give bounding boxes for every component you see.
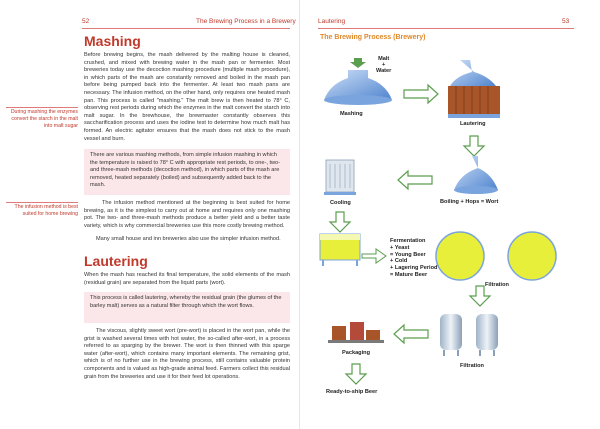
arrow-down-icon	[330, 212, 350, 232]
right-page	[300, 0, 600, 429]
margin-note-rule-1	[6, 107, 78, 108]
mashing-paragraph-3: Many small house and inn breweries also use the simpler infusion method.	[96, 236, 281, 242]
arrow-right-icon	[404, 85, 438, 103]
label-cooling: Cooling	[330, 200, 351, 206]
label-ready-to-ship: Ready-to-ship Beer	[326, 389, 378, 395]
lagering-tank-1	[436, 232, 484, 280]
mashing-text-3	[84, 236, 290, 244]
arrow-down-icon	[464, 136, 484, 156]
lautering-vessel	[448, 60, 500, 118]
mashing-paragraph: Before brewing begins, the mash delivered by the malting house is cleaned, crushed, and mixed with brewing water in the mash pan or fermenter. Most breweries today use the decoction mashing procedure (multiple mash procedure), in which parts of the mash are constantly removed and boiled in the mash pan before being pumped back into the fermenter. At least two mash pans are necessary. The infusion method, on the other hand, only requires one heated mash pan. This process is called "mashing." The malt brew is then heated to 78° C, observing rest periods during which the enzymes in the malt convert the starch into malt sugar. In the brewhouse, the brewmaster constantly observes this saccharification process and uses the iodine test to determine how much malt has formed. An electric agitator ensures that the mash does not stick to the mash vessel and burn.	[84, 52, 290, 142]
lautering-text-2	[84, 328, 290, 381]
margin-note-enzymes: During mashing the enzymes convert the starch in the malt into malt sugar	[10, 109, 78, 129]
label-lautering: Lautering	[460, 121, 486, 127]
lautering-text	[84, 272, 290, 287]
arrow-down-icon	[470, 286, 490, 306]
arrow-right-icon	[362, 249, 386, 263]
packaging-unit	[328, 322, 384, 343]
label-boiling: Boiling + Hops = Wort	[440, 199, 499, 205]
lautering-heading: Lautering	[84, 253, 148, 269]
label-malt-water: Malt + Water	[376, 56, 392, 75]
diagram-title: The Brewing Process (Brewery)	[320, 34, 426, 41]
page-number-right: 53	[562, 18, 570, 25]
label-mashing: Mashing	[340, 111, 363, 117]
lautering-paragraph-2: The viscous, slightly sweet wort (pre-wort) is placed in the wort pan, while the grist is washed several times with hot water, the so-called after-wort, in a process referred to as sparging by the brewer. The wort is then thinned with this sparge water (after-wort), which contains many important elements. The remaining grist, which is of no further use in the brewing process, still contains valuable protein components and is valued as high-grade animal feed. Farmers collect this residual grain from the breweries and use it for their feed lot operations.	[84, 328, 290, 380]
arrow-left-icon	[394, 325, 428, 343]
filtration-tank-1	[440, 314, 462, 356]
arrow-down-icon	[350, 58, 366, 68]
mashing-text-2	[84, 200, 290, 230]
margin-note-rule-2	[6, 202, 78, 203]
label-filtration-1: Filtration	[485, 282, 509, 288]
boiling-vessel	[454, 156, 498, 194]
running-head-right: Lautering	[318, 18, 346, 25]
mashing-vessel	[324, 70, 392, 105]
label-filtration-2: Filtration	[460, 363, 484, 369]
running-head-left: The Brewing Process in a Brewery	[196, 18, 296, 25]
mashing-text	[84, 52, 290, 143]
filtration-tank-2	[476, 314, 498, 356]
lautering-paragraph: When the mash has reached its final temperature, the solid elements of the mash (residual grain) are separated from the liquid parts (wort).	[84, 272, 290, 286]
label-packaging: Packaging	[342, 350, 370, 356]
mashing-heading: Mashing	[84, 33, 141, 49]
lautering-highlight-box: This process is called lautering, whereby the residual grain (the glumes of the barley malt) serves as a natural filter through which the wort flows.	[84, 292, 290, 323]
brewing-diagram	[300, 0, 600, 429]
margin-note-infusion: The infusion method is best suited for home brewing	[14, 204, 78, 217]
arrow-down-icon	[346, 364, 366, 384]
mashing-paragraph-2: The infusion method mentioned at the beginning is best suited for home brewing, as it is the simplest to carry out at home and requires only one mashing pot. The two- and three-mash methods produce a better yield and a better taste variety, which is why commercial breweries use this more costly brewing method.	[84, 200, 290, 229]
cooling-unit	[324, 160, 356, 195]
page-number-left: 52	[82, 18, 90, 25]
label-fermentation: Fermentation + Yeast = Young Beer + Cold + Lagering Period = Mature Beer	[390, 238, 438, 278]
arrow-left-icon	[398, 171, 432, 189]
lagering-tank-2	[508, 232, 556, 280]
mashing-highlight-box: There are various mashing methods, from simple infusion mashing in which the temperature is raised to 78° C with appropriate rest periods, to one-, two- and three-mash methods (decoction method), in which parts of the mash are removed, heated separately (boiled) and subsequently added back to the mash.	[84, 149, 290, 195]
header-rule-left	[82, 28, 290, 29]
fermentation-vat	[320, 234, 360, 266]
